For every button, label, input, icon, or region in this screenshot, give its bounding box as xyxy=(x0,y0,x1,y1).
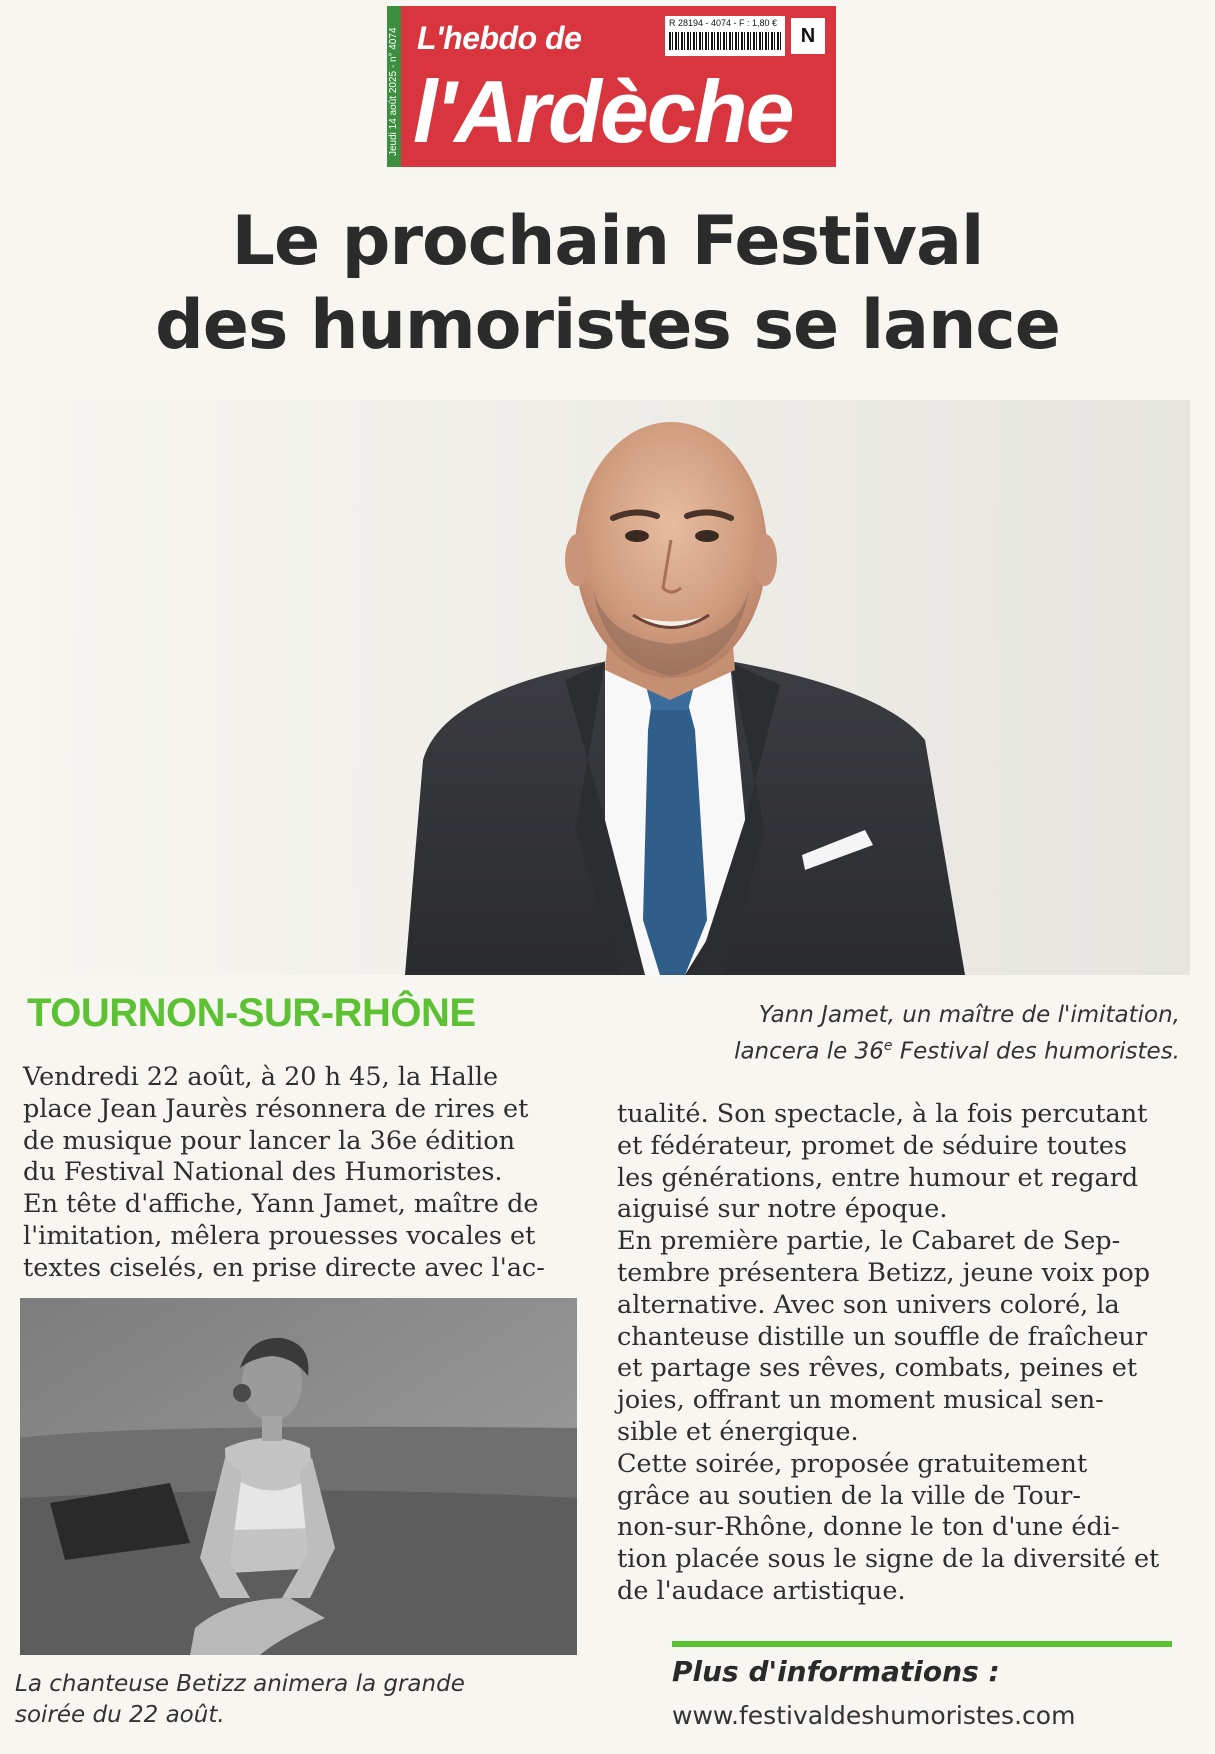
caption-second-line-2: soirée du 22 août. xyxy=(15,1702,225,1728)
body-line: tualité. Son spectacle, à la fois percutant xyxy=(617,1099,1148,1129)
zone-badge: N xyxy=(791,18,825,54)
location-kicker: TOURNON-SUR-RHÔNE xyxy=(27,991,476,1035)
caption-main-text-a: lancera le 36 xyxy=(734,1038,884,1065)
body-line: chanteuse distille un souffle de fraîcheur xyxy=(617,1321,1148,1352)
caption-main-line-2 xyxy=(620,1031,1180,1068)
barcode-bars xyxy=(669,32,781,50)
issue-date: Jeudi 14 août 2025 - n° 4074 xyxy=(388,27,399,156)
article-column-right xyxy=(617,1099,1192,1608)
body-line: de l'audace artistique. xyxy=(617,1575,906,1606)
main-photo xyxy=(45,400,1190,975)
headline-line-1: Le prochain Festival xyxy=(231,202,984,281)
body-line: tion placée sous le signe de la diversité et xyxy=(617,1544,1160,1575)
body-line: de musique pour lancer la 36e édition xyxy=(23,1125,516,1156)
body-line: et partage ses rêves, combats, peines et xyxy=(617,1353,1138,1384)
body-line: l'imitation, mêlera prouesses vocales et xyxy=(23,1220,536,1251)
body-line: Vendredi 22 août, à 20 h 45, la Halle xyxy=(23,1062,499,1092)
barcode xyxy=(665,16,785,56)
article-column-left xyxy=(23,1062,583,1285)
masthead-logo xyxy=(387,6,836,167)
second-photo xyxy=(20,1298,577,1655)
masthead-kicker: L'hebdo de xyxy=(417,20,582,56)
singer-illustration xyxy=(20,1298,577,1655)
headline-line-2: des humoristes se lance xyxy=(155,286,1060,365)
body-line: En tête d'affiche, Yann Jamet, maître de xyxy=(23,1189,539,1220)
body-line: grâce au soutien de la ville de Tour- xyxy=(617,1480,1081,1511)
body-line: et fédérateur, promet de séduire toutes xyxy=(617,1130,1128,1161)
caption-main-text-b: Festival des humoristes. xyxy=(892,1038,1180,1065)
info-title: Plus d'informations : xyxy=(672,1655,1000,1688)
masthead-title: l'Ardèche xyxy=(413,62,793,161)
info-divider xyxy=(672,1641,1172,1647)
body-line: Cette soirée, proposée gratuitement xyxy=(617,1448,1088,1479)
caption-main-line-1: Yann Jamet, un maître de l'imitation, xyxy=(758,1002,1180,1028)
body-line: textes ciselés, en prise directe avec l'ac- xyxy=(23,1252,545,1283)
price-line: R 28194 - 4074 - F : 1,80 € xyxy=(669,18,778,28)
caption-main-superscript: e xyxy=(883,1038,893,1054)
article-headline xyxy=(0,200,1215,368)
body-line: joies, offrant un moment musical sen- xyxy=(617,1385,1104,1416)
body-line: tembre présentera Betizz, jeune voix pop xyxy=(617,1257,1151,1288)
body-line: En première partie, le Cabaret de Sep- xyxy=(617,1226,1121,1257)
body-line: les générations, entre humour et regard xyxy=(617,1162,1139,1193)
body-line: du Festival National des Humoristes. xyxy=(23,1157,503,1188)
main-photo-caption xyxy=(620,1000,1180,1068)
body-line: sible et énergique. xyxy=(617,1416,859,1447)
body-line: non-sur-Rhône, donne le ton d'une édi- xyxy=(617,1512,1120,1543)
body-line: aiguisé sur notre époque. xyxy=(617,1194,948,1225)
portrait-illustration xyxy=(45,400,1190,975)
body-line: alternative. Avec son univers coloré, la xyxy=(617,1289,1120,1320)
second-photo-caption xyxy=(15,1669,575,1731)
body-line: place Jean Jaurès résonnera de rires et xyxy=(23,1093,529,1124)
caption-second-line-1: La chanteuse Betizz animera la grande xyxy=(15,1671,465,1697)
festival-website-link[interactable]: www.festivaldeshumoristes.com xyxy=(672,1701,1076,1730)
